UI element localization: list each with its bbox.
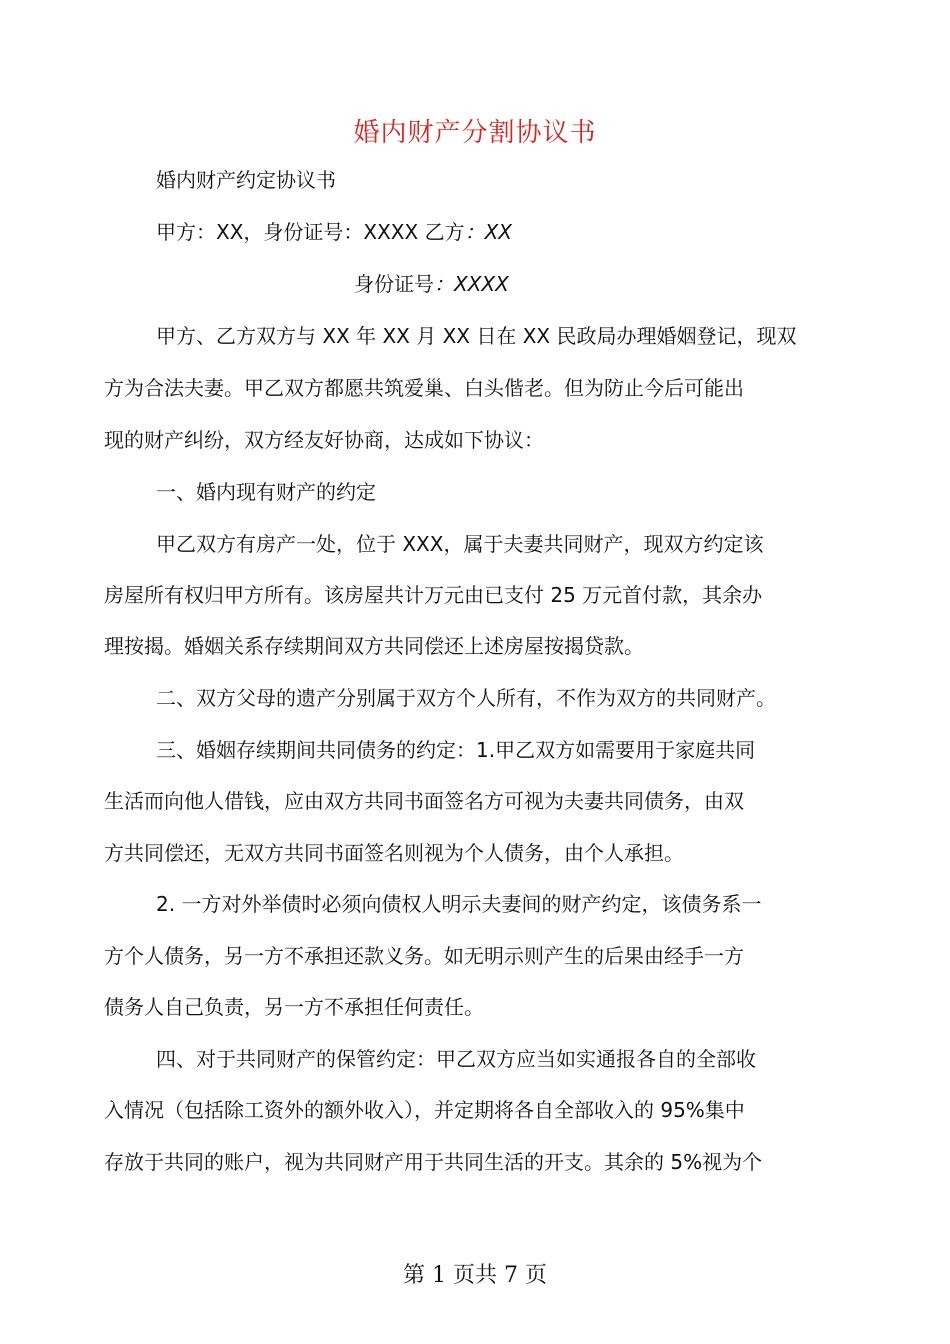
party-line-text: 甲方：XX，身份证号：XXXX 乙方 (156, 220, 465, 244)
section-heading: 一、婚内现有财产的约定 (156, 480, 376, 504)
body-line: 2. 一方对外举债时必须向债权人明示夫妻间的财产约定，该债务系一 (156, 892, 762, 916)
body-line: 甲方、乙方双方与 XX 年 XX 月 XX 日在 XX 民政局办理婚姻登记，现双 (156, 324, 797, 348)
body-line: 现的财产纠纷，双方经友好协商，达成如下协议： (104, 428, 544, 452)
section-heading: 三、婚姻存续期间共同债务的约定：1.甲乙双方如需要用于家庭共同 (156, 738, 756, 762)
document-title: 婚内财产分割协议书 (353, 118, 597, 148)
page-footer: 第 1 页共 7 页 (403, 1263, 547, 1288)
document-subtitle: 婚内财产约定协议书 (156, 168, 336, 192)
section-heading: 二、双方父母的遗产分别属于双方个人所有，不作为双方的共同财产。 (156, 686, 776, 710)
id-value: ：XXXX (434, 272, 509, 296)
body-line: 房屋所有权归甲方所有。该房屋共计万元由已支付 25 万元首付款，其余办 (104, 583, 763, 607)
body-line: 生活而向他人借钱，应由双方共同书面签名方可视为夫妻共同债务，由双 (104, 789, 744, 813)
id-label: 身份证号 (354, 272, 434, 296)
body-line: 方共同偿还，无双方共同书面签名则视为个人债务，由个人承担。 (104, 841, 684, 865)
id-line (354, 270, 950, 298)
body-line: 债务人自己负责，另一方不承担任何责任。 (104, 995, 484, 1019)
body-line: 方个人债务，另一方不承担还款义务。如无明示则产生的后果由经手一方 (104, 944, 744, 968)
body-line: 甲乙双方有房产一处，位于 XXX，属于夫妻共同财产，现双方约定该 (156, 532, 764, 556)
party-line (156, 218, 916, 246)
body-line: 存放于共同的账户，视为共同财产用于共同生活的开支。其余的 5%视为个 (104, 1150, 763, 1174)
body-line: 理按揭。婚姻关系存续期间双方共同偿还上述房屋按揭贷款。 (104, 634, 644, 658)
body-line: 方为合法夫妻。甲乙双方都愿共筑爱巢、白头偕老。但为防止今后可能出 (104, 376, 744, 400)
body-line: 入情况（包括除工资外的额外收入），并定期将各自全部收入的 95%集中 (104, 1098, 745, 1122)
section-heading: 四、对于共同财产的保管约定：甲乙双方应当如实通报各自的全部收 (156, 1047, 756, 1071)
party-line-tail: ：XX (464, 220, 512, 244)
